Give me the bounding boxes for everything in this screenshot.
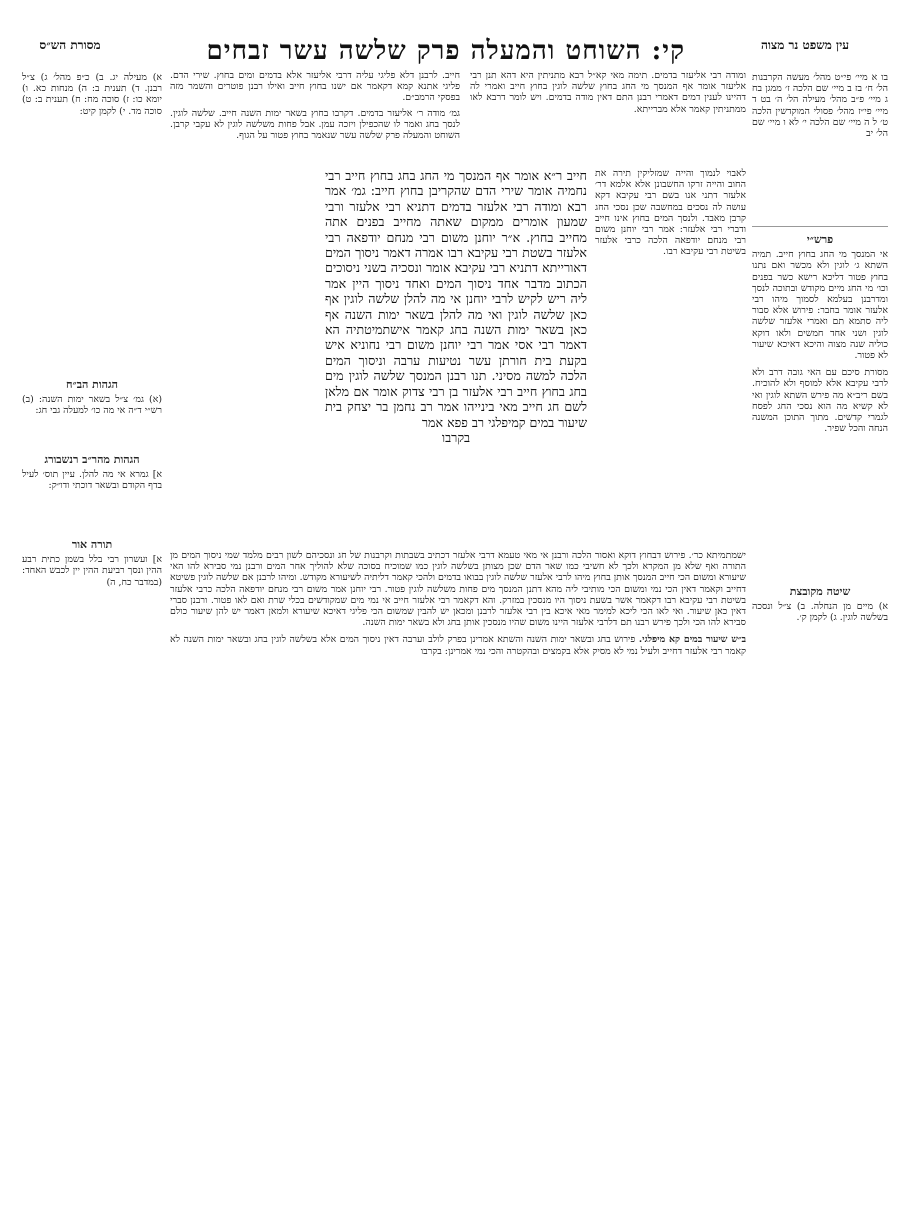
tosafot-bottom-tail: פירוש בחג ובשאר ימות השנה והשתא אמרינן בפרק לולב וערבה דאין ניסוך המים אלא בשלשה לוגין בחג ובשאר ימות השנה לא קאמר רבי אלעזר דחייב ולעיל נמי לא מסיק אלא בקמצים ובהקטרה והכי נמי אמרינן: בקרבו <box>170 634 746 657</box>
rashi-margin-heading: פרש״י <box>806 233 834 246</box>
mesorat-hashas-text: א) מעילה יג. ב) כ״פ מהל׳ ג) צ״ל רבנן. ד) תענית ב: ה) מנחות כא. ו) יומא כו: ז) סוכה מח: ח) תענית ב: ט) סוכה מד. י) לקמן קיט: <box>22 72 162 117</box>
shita-mekubetzet-column <box>752 582 888 672</box>
rashi-gemara-text: גמ׳ מודה ר׳ אליעזר בדמים. דקרבו בחוץ בשאר ימות השנה חייב. שלשה לוגין. לנסך בחג ואמר לו שהכפילן ויזכה עמן. אבל פחות משלשה לוגין לא עקבי קרבן. השוחט והמעלה פרק שלשה עשר שנאמר בחוץ פטור על הגוף. <box>170 107 460 142</box>
tosafot-right-text: חייב. לרבנן דלא פליגי עליה דרבי אליעזר אלא בדמים ומים בחוץ. שירי הדם. פליגי אתנא קמא דקאמר אם ישנו בחוץ חייב ואילו רבנן פוטרים והשמר מזה בפסקי הרמב״ם. <box>170 70 460 104</box>
shita-text: א) מיים מן הנחלה. ב) צ״ל ונסכה בשלשה לוגין. ג) לקמן ק׳. <box>752 601 888 624</box>
hagahot-bach-column <box>22 375 162 445</box>
hagahot-text: (א) גמ׳ צ״ל בשאר ימות השנה: (ב) רש״י ד״ה אי מה כו׳ למעלה גבי חג: <box>22 394 162 417</box>
gemara-text: חייב ר״א אומר אף המנסך מי החג בחג בחוץ חייב רבי נחמיה אומר שירי הדם שהקריבן בחוץ חייב: גמ׳ אמר רבא ומודה רבי אלעזר בדמים דתניא רבי אלעזר ורבי שמעון אומרים ממקום שאתה מחייב בפנים אתה מחייב בחוץ. א״ר יוחנן משום רבי מנחם יודפאה רבי אלעזר בשטת רבי עקיבא רבו אמרה דאמר ניסוך המים דאורייתא דתניא רבי עקיבא אומר ונסכיה בשני ניסוכים הכתוב מדבר אחד ניסוך המים ואחד ניסוך היין אמר ליה ריש לקיש לרבי יוחנן אי מה להלן שלשה לוגין אף כאן שלשה לוגין ואי מה להלן בשאר ימות השנה אף כאן בשאר ימות השנה בחג קאמר אישתמיטתיה הא דאמר רבי אסי אמר רבי יוחנן משום רבי נחוניא איש בקעת בית חורתן עשר נטיעות ערבה וניסוך המים הלכה למשה מסיני. תנו רבנן המנסך שלשה לוגין מים בחג בחוץ חייב רבי אלעזר בן רבי צדוק אומר אם מלאן לשם חג חייב מאי בינייהו אמר רב נחמן בר יצחק בית שיעור במים קמיפלגי רב פפא אמר <box>325 168 587 430</box>
ein-mishpat-heading: עין משפט נר מצוה <box>760 38 850 52</box>
tosafot-right-column <box>595 168 746 543</box>
mesorat-hashas-heading: מסורת הש״ס <box>39 38 101 52</box>
tosafot-top-right <box>470 70 746 165</box>
hagahot-rashburg-column <box>22 450 162 530</box>
gemara-block <box>325 168 587 548</box>
divider <box>752 226 888 227</box>
tosafot-margin-text: מסורת סיכם עם האי גובה דרב ולא לרבי עקיבא אלא למוסף ולא להוכיח. בשם ריב״א מה פירש השתא לוגין ואי לא קשיא מה הוא נסכי החג לפסח לגמרי קדשים. מתוך התוכן המשנה הנחה והכל שפיר. <box>752 367 888 435</box>
gemara-end-word: בקרבו <box>441 429 471 445</box>
hagahot-gra-heading: הגהות מהר״ב רנשבורג <box>44 453 140 466</box>
lower-commentary <box>170 550 746 980</box>
rashi-lower-text: לאבוי לנמוך והייה שמזליקין תירה את החוב והייה זרקו החשבונן אלא אלמא דר׳ אלעזר דתני אנו בשם רבי עקיבא דקא עושה לה נסכים במחשבה שכן נסכי החג קרבן מאבד. ולנסך המים בחוץ אינו חייב ודברי רבי אלעזר: אמר רבי יוחנן משום רבי מנחם יודפאה הלכה כרבי אלעזר בשיטת רבי עקיבא רבו. <box>595 168 746 258</box>
rashi-margin-text: אי המנסך מי החג בחוץ חייב. תמיה השתא ג׳ לוגין ולא מכשר ואם נתנו בחוץ פטור דליכא רישא כשר בפנים וכו׳ מי החג מיים מקודש ובתוכה לנסך ומדרבנן בעלמא לסמוך מיהו רבי אלעזר אומר בחבר: פירוש אלא סבור ליה סתמא תם ואמרי אלעזר שלשה לוגין ושני אחד חמשים ולאו דוקא כוליה שנה מצוה והיכא דאיכא שיעור לא פטור. <box>752 249 888 362</box>
tosafot-bottom-heading: ב״ש שיעור במים קא מיפלגי. <box>638 634 746 646</box>
shita-heading: שיטה מקובצת <box>789 585 851 598</box>
tosafot-top-text: ומודה רבי אליעזר בדמים. תימה מאי קא״ל רבא מתניתין היא דהא תנן רבי אליעזר אומר אף המנסך מי החג בחוץ שלשה לוגין בחוץ חייב ואמרי לה דהיינו לענין דמים דאמרי רבנן התם דאין מודה בדמים. ויש לומר דרבא לאו ממתניתין קאמר אלא מברייתא. <box>470 70 746 115</box>
ein-mishpat-text: בו א מיי׳ פי״ט מהל׳ מעשה הקרבנות הל׳ ח׳ בז ב מיי׳ שם הלכה ז׳ ממגן בח ג מיי׳ פ״ב מהל׳ מעילה הל׳ ה׳ בט ד מיי׳ פי״ז מהל׳ פסולי המוקדשין הלכה ט׳ ל ה מיי׳ שם הלכה י׳ לא ו מיי׳ שם הל׳ יב <box>752 72 888 140</box>
ein-mishpat-column <box>752 72 888 222</box>
torah-or-column <box>22 535 162 615</box>
rashi-margin-column <box>752 230 888 575</box>
hagahot-heading: הגהות הב״ח <box>66 378 118 391</box>
tosafot-bottom-text: ישמתמיתא כר׳. פירוש דבחוץ דוקא ואסור הלכה ורבנן אי מאי טעמא דרבי אלעזר דכתיב בשבתות וקרבנות של חג ונסכיהם לשון רבים מלמד שמי ניסוך המים מן התורה ואף שלא מן המקרא ולכך לא חשיבי כמו שאר הדם שכן מצותן בשלשה לוגין כמו שמוכיח בסוכה שלא להוליך אחר המים ורבנן נמי סבירא להו האי שיעורא ומשום הכי חייב המנסך אותן בחוץ מיהו לרבי אלעזר שלשה לוגין בבואו בדמים ולהכי קאמר דליתיה לשיעורא מקודש. ומיהו לרבנן אם שלשה לוגין פשיטא דחייב וקאמר דאין הכי נמי ומשום הכי מותיבי ליה מהא דתנן המנסך מים פחות משלשה לוגין פטור. רבי יוחנן אמר משום רבי מנחם יודפאה הלכה כרבי אלעזר בשיטת רבי עקיבא רבו דקאמר אשר בשעת ניסוך היו מנסכין במזרק. והא דקאמר רבי אלעזר חייב אי נמי מים שמקודשים בכלי שרת ואם לאו פטור. ורבנן סברי דאין כאן שיעור. ואי לאו הכי ליכא למימר מאי איכא בין רבי אלעזר לרבנן ומכאן יש להבין שמשום הכי פליגי דאיכא שיעורא ולמאן דאמר יש להן שיעור כולם סבירא להו הכי ולכך פירש רבנו תם דלרבי אלעזר היינו משום שהיו מנסכין אותן בחג ולא בשאר ימות השנה. <box>170 550 746 629</box>
torah-or-text: א] ועשרון רבי בלל בשמן כתית רבע ההין ונסך רביעת ההין יין לכבש האחד: (במדבר כח, ה) <box>22 554 162 588</box>
hagahot-gra-text: א] גמרא אי מה להלן. עיין תוס׳ לעיל בדף הקודם ובשאר דוכתי ודו״ק: <box>22 469 162 492</box>
page-title: קי: השוחט והמעלה פרק שלשה עשר זבחים <box>206 36 685 66</box>
mesorat-hashas-column <box>22 72 162 372</box>
torah-or-heading: תורה אור <box>71 538 113 551</box>
